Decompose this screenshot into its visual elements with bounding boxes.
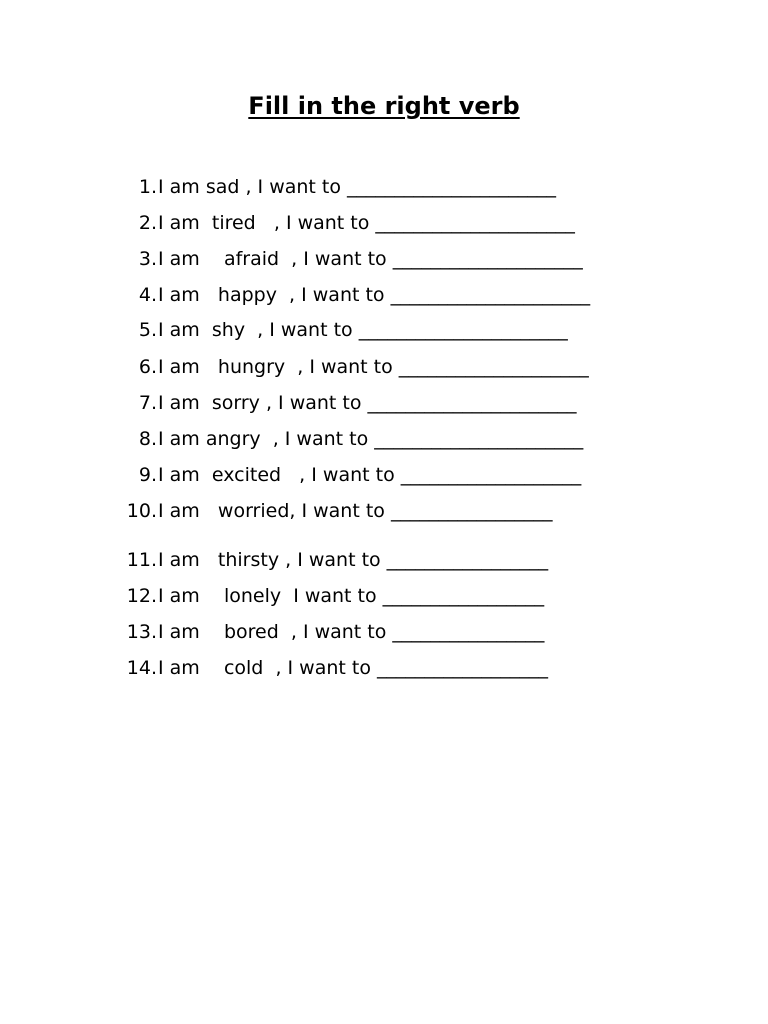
item-text: I am sad , I want to ______________________	[158, 176, 557, 198]
item-number: 12.	[126, 585, 157, 607]
item-number: 14.	[126, 657, 157, 679]
item-text: I am angry , I want to ______________________	[158, 428, 584, 450]
item-text: I am excited , I want to ___________________	[158, 464, 582, 486]
item-text: I am happy , I want to _____________________	[158, 284, 591, 306]
item-number: 4.	[138, 284, 157, 306]
item-text: I am bored , I want to ________________	[158, 621, 545, 643]
item-number: 13.	[126, 621, 157, 643]
item-number: 3.	[138, 248, 157, 270]
item-text: I am sorry , I want to ______________________	[158, 392, 577, 414]
item-number: 5.	[138, 319, 157, 341]
item-number: 2.	[138, 212, 157, 234]
item-number: 7.	[138, 392, 157, 414]
item-number: 9.	[138, 464, 157, 486]
item-number: 11.	[126, 549, 157, 571]
item-number: 6.	[138, 356, 157, 378]
item-text: I am hungry , I want to ____________________	[158, 356, 589, 378]
item-text: I am lonely I want to _________________	[158, 585, 545, 607]
item-text: I am afraid , I want to ____________________	[158, 248, 583, 270]
item-number: 8.	[138, 428, 157, 450]
item-text: I am worried, I want to _________________	[158, 500, 553, 522]
item-text: I am thirsty , I want to _________________	[158, 549, 549, 571]
item-text: I am cold , I want to __________________	[158, 657, 548, 679]
item-number: 10.	[126, 500, 157, 522]
item-text: I am tired , I want to _____________________	[158, 212, 575, 234]
item-text: I am shy , I want to ______________________	[158, 319, 568, 341]
worksheet-title: Fill in the right verb	[248, 92, 520, 120]
item-number: 1.	[138, 176, 157, 198]
